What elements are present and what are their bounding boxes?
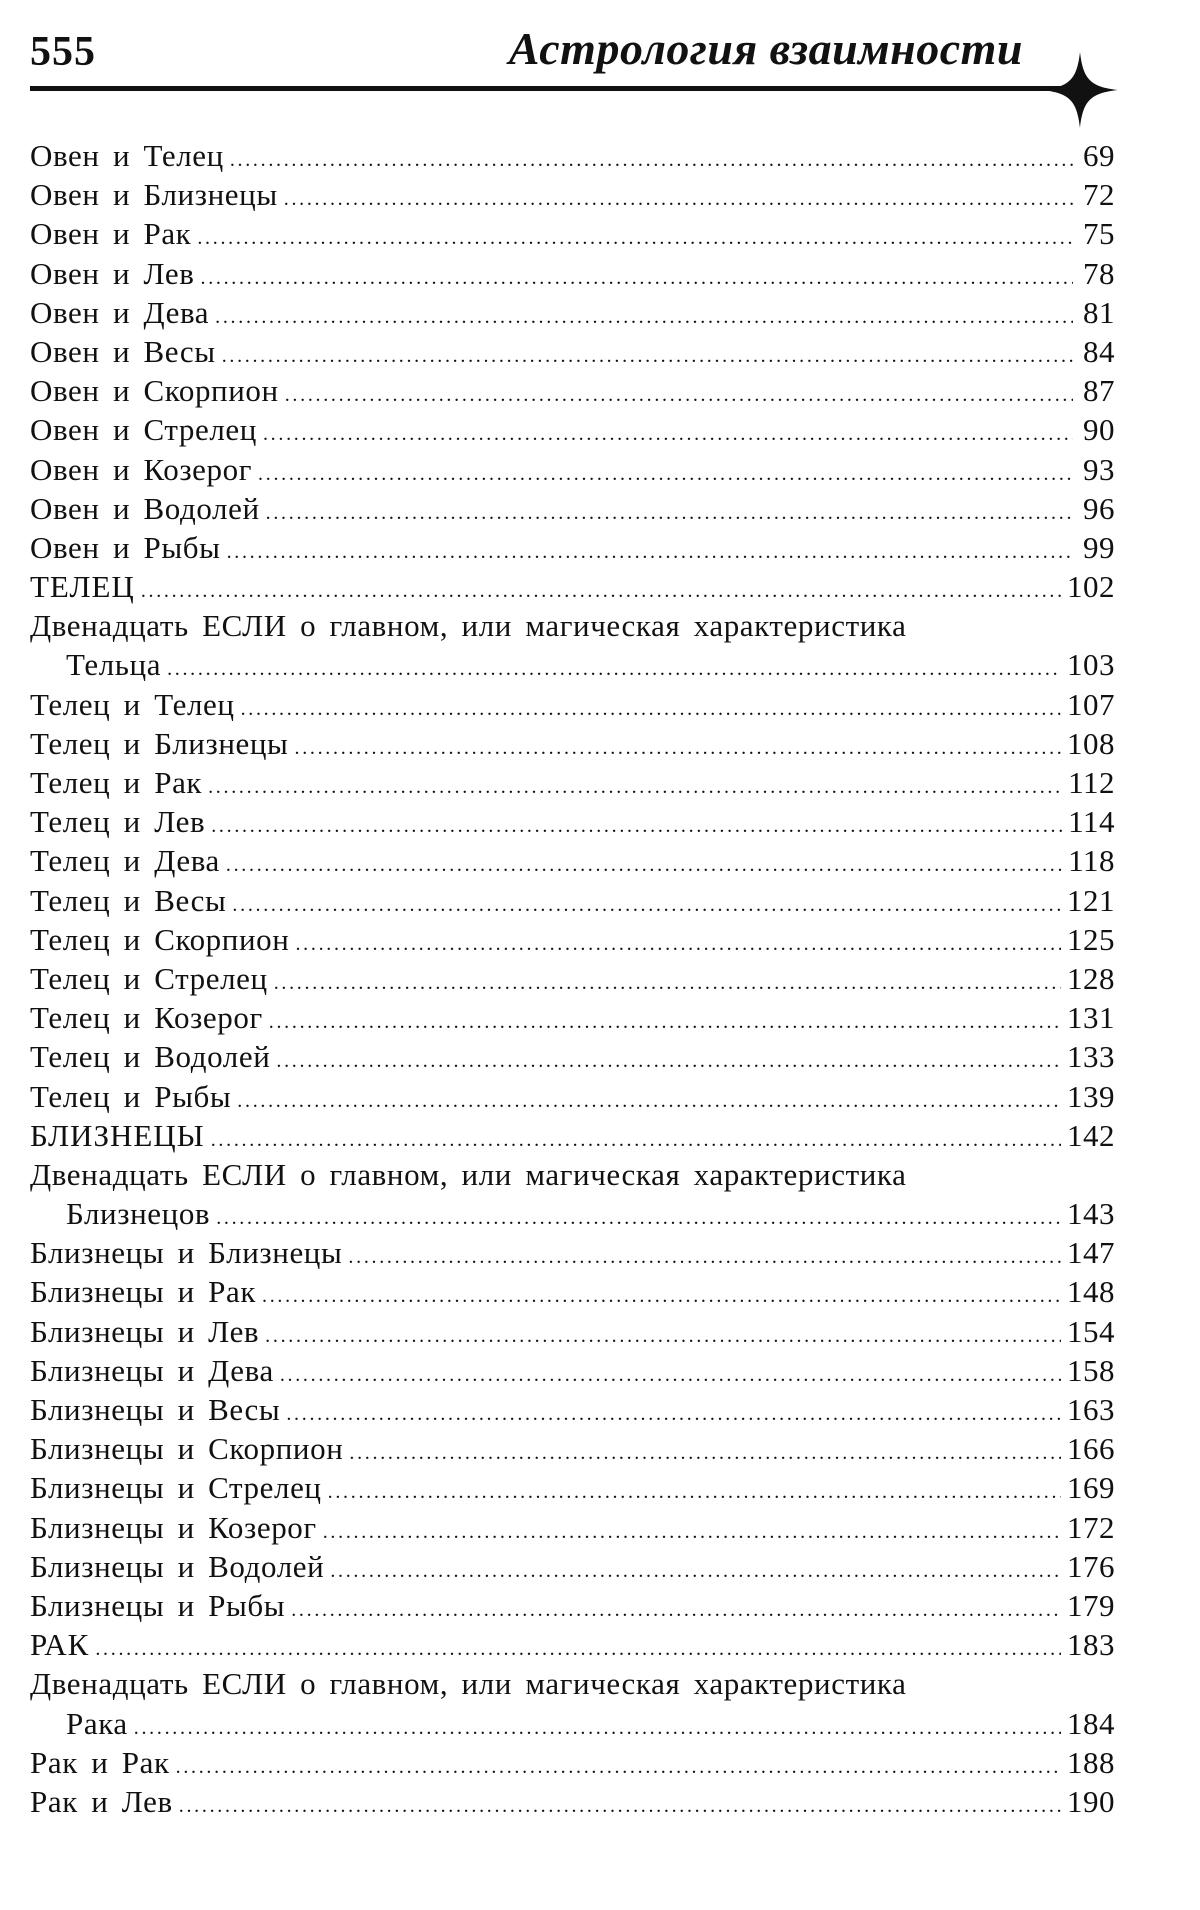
toc-entry-page: 163 [1067, 1390, 1115, 1429]
toc-entry-page: 190 [1067, 1782, 1115, 1821]
toc-entry-title: Овен и Весы [30, 332, 216, 371]
toc-entry [30, 841, 1115, 880]
toc-entry-page: 87 [1079, 371, 1115, 410]
toc-entry [30, 1351, 1115, 1390]
toc-entry [30, 1547, 1115, 1586]
toc-entry-title: Овен и Лев [30, 254, 195, 293]
toc-entry-page: 125 [1067, 920, 1115, 959]
toc-section-heading [30, 1625, 1115, 1664]
toc-entry [30, 1077, 1115, 1116]
toc-entry-title: ТЕЛЕЦ [30, 567, 135, 606]
toc-entry-title: Телец и Близнецы [30, 724, 289, 763]
toc-entry [30, 1429, 1115, 1468]
toc-entry-page: 143 [1067, 1194, 1115, 1233]
toc-entry [30, 1272, 1115, 1311]
toc-entry [30, 489, 1115, 528]
toc-section-heading [30, 567, 1115, 606]
toc-entry-title: Овен и Водолей [30, 489, 260, 528]
toc-entry [30, 1233, 1115, 1272]
toc-entry-page: 172 [1067, 1508, 1115, 1547]
toc-entry-page: 108 [1067, 724, 1115, 763]
toc-entry-page: 118 [1068, 841, 1115, 880]
toc-entry-page: 90 [1079, 410, 1115, 449]
running-title: Астрология взаимности [509, 22, 1023, 75]
toc-entry-page: 99 [1079, 528, 1115, 567]
toc-entry [30, 410, 1115, 449]
toc-entry [30, 450, 1115, 489]
toc-entry-title: РАК [30, 1625, 89, 1664]
toc-entry-page: 102 [1067, 567, 1115, 606]
toc-entry-page: 131 [1067, 998, 1115, 1037]
toc-entry-title: Рак и Лев [30, 1782, 173, 1821]
toc-entry-title-continuation: Рака [66, 1704, 128, 1743]
toc-entry [30, 1390, 1115, 1429]
header-rule [30, 86, 1070, 91]
table-of-contents [30, 136, 1115, 1821]
toc-entry-title: Телец и Рыбы [30, 1077, 231, 1116]
toc-entry-title: Близнецы и Стрелец [30, 1468, 322, 1507]
toc-entry [30, 136, 1115, 175]
toc-entry-title: Близнецы и Рыбы [30, 1586, 285, 1625]
toc-entry [30, 1312, 1115, 1351]
toc-entry-title: БЛИЗНЕЦЫ [30, 1116, 205, 1155]
toc-entry-title: Телец и Рак [30, 763, 202, 802]
toc-entry [30, 293, 1115, 332]
toc-entry-page: 183 [1067, 1625, 1115, 1664]
toc-entry [30, 1743, 1115, 1782]
toc-entry-title: Овен и Дева [30, 293, 209, 332]
toc-entry [30, 959, 1115, 998]
toc-entry-title: Овен и Близнецы [30, 175, 278, 214]
toc-entry [30, 1155, 1115, 1233]
toc-entry [30, 802, 1115, 841]
toc-entry-title: Близнецы и Весы [30, 1390, 280, 1429]
toc-entry-page: 72 [1079, 175, 1115, 214]
toc-entry [30, 685, 1115, 724]
toc-entry-page: 84 [1079, 332, 1115, 371]
toc-entry-title: Телец и Лев [30, 802, 205, 841]
toc-entry-title: Близнецы и Скорпион [30, 1429, 343, 1468]
toc-entry-title: Телец и Дева [30, 841, 220, 880]
toc-entry-title: Телец и Стрелец [30, 959, 268, 998]
toc-entry-title: Близнецы и Козерог [30, 1508, 317, 1547]
toc-entry [30, 920, 1115, 959]
toc-entry-page: 176 [1067, 1547, 1115, 1586]
toc-entry [30, 881, 1115, 920]
toc-entry-page: 184 [1067, 1704, 1115, 1743]
toc-entry-page: 112 [1068, 763, 1115, 802]
toc-entry [30, 724, 1115, 763]
toc-entry-page: 188 [1067, 1743, 1115, 1782]
toc-entry-page: 107 [1067, 685, 1115, 724]
toc-entry-page: 78 [1079, 254, 1115, 293]
toc-entry-page: 93 [1079, 450, 1115, 489]
toc-entry-page: 103 [1067, 645, 1115, 684]
toc-entry [30, 1508, 1115, 1547]
toc-entry-title: Близнецы и Водолей [30, 1547, 324, 1586]
toc-entry-page: 158 [1067, 1351, 1115, 1390]
toc-entry-title: Двенадцать ЕСЛИ о главном, или магическая характеристика [30, 606, 906, 645]
toc-entry-title-continuation: Тельца [66, 645, 161, 684]
toc-entry-title: Двенадцать ЕСЛИ о главном, или магическая характеристика [30, 1664, 906, 1703]
toc-entry-page: 96 [1079, 489, 1115, 528]
toc-entry-page: 169 [1067, 1468, 1115, 1507]
toc-entry-title: Овен и Скорпион [30, 371, 279, 410]
toc-entry-page: 133 [1067, 1037, 1115, 1076]
toc-entry [30, 1782, 1115, 1821]
toc-entry-page: 147 [1067, 1233, 1115, 1272]
toc-entry-title-continuation: Близнецов [66, 1194, 210, 1233]
toc-entry-page: 114 [1068, 802, 1115, 841]
toc-entry-title: Близнецы и Лев [30, 1312, 259, 1351]
toc-entry-page: 142 [1067, 1116, 1115, 1155]
toc-section-heading [30, 1116, 1115, 1155]
toc-entry [30, 1586, 1115, 1625]
star-ornament-icon [1042, 52, 1118, 128]
toc-entry-page: 139 [1067, 1077, 1115, 1116]
toc-entry-title: Телец и Козерог [30, 998, 263, 1037]
toc-entry-page: 179 [1067, 1586, 1115, 1625]
toc-entry-page: 121 [1067, 881, 1115, 920]
toc-entry-page: 128 [1067, 959, 1115, 998]
toc-entry [30, 763, 1115, 802]
toc-entry-page: 166 [1067, 1429, 1115, 1468]
toc-entry-title: Овен и Стрелец [30, 410, 257, 449]
toc-entry-title: Близнецы и Близнецы [30, 1233, 342, 1272]
toc-entry [30, 998, 1115, 1037]
dot-leader [179, 1787, 1061, 1826]
toc-entry-page: 154 [1067, 1312, 1115, 1351]
toc-entry-title: Овен и Рыбы [30, 528, 221, 567]
toc-entry [30, 1468, 1115, 1507]
toc-entry-title: Близнецы и Дева [30, 1351, 274, 1390]
toc-entry-title: Телец и Водолей [30, 1037, 270, 1076]
toc-entry-title: Рак и Рак [30, 1743, 170, 1782]
toc-entry [30, 254, 1115, 293]
toc-entry [30, 175, 1115, 214]
toc-entry-title: Телец и Весы [30, 881, 226, 920]
toc-entry-title: Близнецы и Рак [30, 1272, 256, 1311]
toc-entry [30, 371, 1115, 410]
toc-entry [30, 528, 1115, 567]
toc-entry-title: Овен и Телец [30, 136, 224, 175]
toc-entry-page: 75 [1079, 214, 1115, 253]
toc-entry [30, 1037, 1115, 1076]
toc-entry-title: Овен и Рак [30, 214, 191, 253]
toc-entry [30, 606, 1115, 684]
page-number: 555 [30, 28, 96, 76]
toc-entry-title: Телец и Телец [30, 685, 235, 724]
toc-entry-page: 148 [1067, 1272, 1115, 1311]
toc-entry-title: Овен и Козерог [30, 450, 252, 489]
toc-entry [30, 214, 1115, 253]
toc-entry-page: 69 [1079, 136, 1115, 175]
toc-entry [30, 1664, 1115, 1742]
toc-entry-title: Двенадцать ЕСЛИ о главном, или магическая характеристика [30, 1155, 906, 1194]
toc-entry [30, 332, 1115, 371]
toc-entry-page: 81 [1079, 293, 1115, 332]
page-header [30, 16, 1115, 126]
toc-entry-title: Телец и Скорпион [30, 920, 289, 959]
